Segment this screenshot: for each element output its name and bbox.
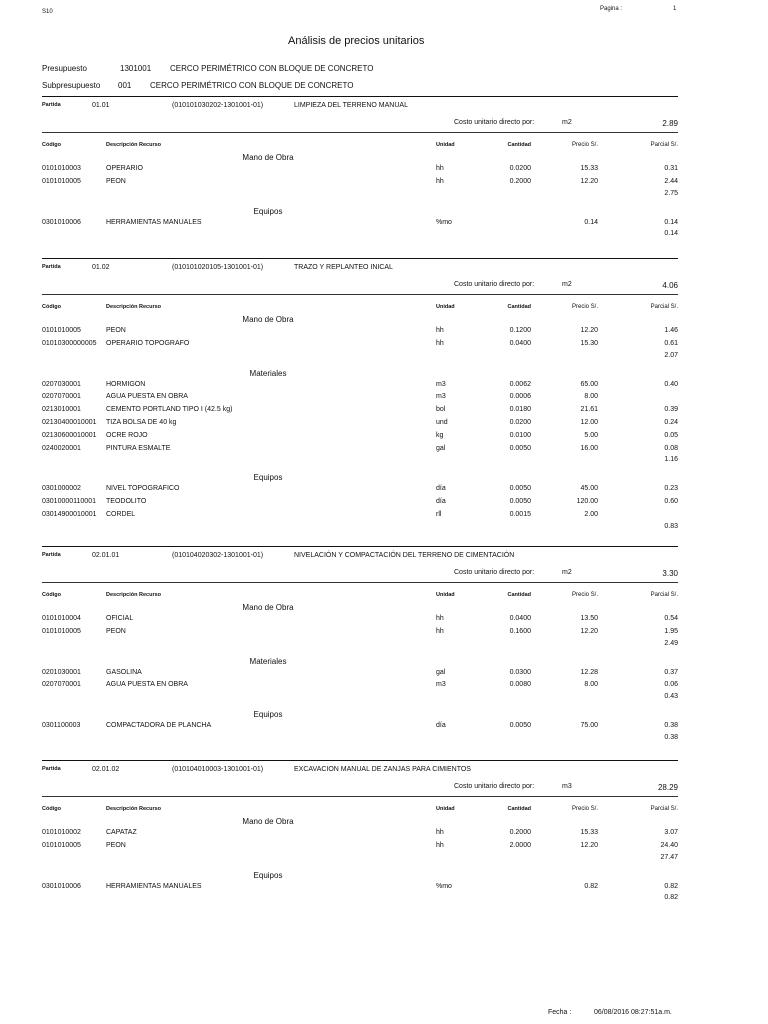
item-price: 5.00 bbox=[584, 431, 598, 439]
presupuesto-name: CERCO PERIMÉTRICO CON BLOQUE DE CONCRETO bbox=[170, 64, 374, 73]
item-qty: 0.0050 bbox=[509, 722, 531, 730]
item-unit: gal bbox=[436, 444, 446, 452]
item-code: 0207030001 bbox=[42, 380, 81, 388]
item-partial: 0.38 bbox=[664, 722, 678, 730]
page-label: Pagina : bbox=[600, 6, 623, 12]
partida-unit: m2 bbox=[562, 119, 572, 126]
col-unidad: Unidad bbox=[436, 304, 455, 310]
item-price: 12.28 bbox=[580, 668, 598, 676]
item-partial: 24.40 bbox=[660, 841, 678, 849]
group-subtotal: 0.38 bbox=[664, 734, 678, 741]
partida-top-rule bbox=[42, 546, 678, 547]
item-desc: PEON bbox=[106, 841, 126, 849]
item-unit: hh bbox=[436, 627, 444, 635]
page-number: 1 bbox=[673, 6, 677, 12]
item-qty: 0.1200 bbox=[509, 327, 531, 334]
item-desc: CAPATAZ bbox=[106, 829, 137, 836]
col-parcial: Parcial S/. bbox=[650, 806, 678, 812]
item-partial: 1.46 bbox=[664, 327, 678, 334]
item-qty: 0.0006 bbox=[509, 393, 531, 401]
item-price: 120.00 bbox=[576, 498, 598, 506]
item-code: 01010300000005 bbox=[42, 339, 97, 347]
item-price: 12.20 bbox=[580, 327, 598, 334]
item-code: 0101010004 bbox=[42, 615, 81, 622]
group-title: Equipos bbox=[253, 870, 283, 880]
partida-cost: 2.89 bbox=[662, 119, 678, 128]
item-qty: 0.2000 bbox=[509, 829, 531, 836]
col-cantidad: Cantidad bbox=[507, 592, 531, 598]
item-code: 0301000002 bbox=[42, 485, 81, 493]
partida-name: NIVELACIÓN Y COMPACTACIÓN DEL TERRENO DE CIMENTACIÓN bbox=[294, 552, 515, 559]
item-unit: gal bbox=[436, 668, 446, 676]
col-descripcion: Descripción Recurso bbox=[106, 304, 162, 310]
group-title: Mano de Obra bbox=[242, 153, 294, 162]
col-cantidad: Cantidad bbox=[507, 806, 531, 812]
item-qty: 0.0050 bbox=[509, 444, 531, 452]
item-unit: rll bbox=[436, 511, 442, 518]
item-qty: 0.1600 bbox=[509, 627, 531, 635]
partida-cost: 3.30 bbox=[662, 569, 678, 578]
group-title: Materiales bbox=[249, 656, 287, 666]
col-precio: Precio S/. bbox=[571, 304, 598, 310]
item-qty: 0.2000 bbox=[509, 177, 531, 185]
item-partial: 0.61 bbox=[664, 339, 678, 347]
partida-name: EXCAVACION MANUAL DE ZANJAS PARA CIMIENTOS bbox=[294, 766, 471, 773]
group-subtotal: 0.83 bbox=[664, 522, 678, 530]
partida-mid-rule bbox=[42, 582, 678, 583]
item-qty: 0.0200 bbox=[509, 419, 531, 426]
partida-top-rule bbox=[42, 760, 678, 761]
group-subtotal: 27.47 bbox=[660, 853, 678, 861]
s10-label: S10 bbox=[42, 9, 53, 15]
item-partial: 0.24 bbox=[664, 419, 678, 426]
col-precio: Precio S/. bbox=[571, 592, 598, 598]
partida-number: 02.01.02 bbox=[92, 766, 120, 773]
item-qty: 0.0300 bbox=[509, 668, 531, 676]
item-qty: 0.0062 bbox=[509, 380, 531, 388]
item-price: 12.00 bbox=[580, 419, 598, 426]
partida-mid-rule bbox=[42, 796, 678, 797]
col-precio: Precio S/. bbox=[571, 142, 598, 148]
item-partial: 0.23 bbox=[664, 485, 678, 493]
item-unit: hh bbox=[436, 829, 444, 836]
item-code: 02130400010001 bbox=[42, 419, 97, 426]
presupuesto-code: 1301001 bbox=[120, 64, 152, 73]
item-qty: 2.0000 bbox=[509, 841, 531, 849]
item-partial: 2.44 bbox=[664, 177, 678, 185]
group-subtotal: 2.49 bbox=[664, 639, 678, 647]
col-descripcion: Descripción Recurso bbox=[106, 142, 162, 148]
item-partial: 0.82 bbox=[664, 882, 678, 890]
partida-name: TRAZO Y REPLANTEO INICAL bbox=[294, 264, 393, 271]
costo-unitario-label: Costo unitario directo por: bbox=[454, 281, 535, 288]
item-desc: OPERARIO TOPOGRAFO bbox=[106, 339, 190, 347]
costo-unitario-label: Costo unitario directo por: bbox=[454, 783, 535, 790]
item-desc: CEMENTO PORTLAND TIPO I (42.5 kg) bbox=[106, 406, 233, 414]
group-subtotal: 0.82 bbox=[664, 894, 678, 902]
item-unit: día bbox=[436, 722, 446, 730]
costo-unitario-label: Costo unitario directo por: bbox=[454, 119, 535, 126]
item-desc: HORMIGON bbox=[106, 380, 146, 388]
item-price: 45.00 bbox=[580, 485, 598, 493]
item-price: 21.61 bbox=[580, 406, 598, 414]
item-unit: bol bbox=[436, 406, 446, 414]
group-subtotal: 2.75 bbox=[664, 189, 678, 197]
item-unit: m3 bbox=[436, 380, 446, 388]
partida-ref: (010101030202-1301001-01) bbox=[172, 102, 264, 109]
item-desc: COMPACTADORA DE PLANCHA bbox=[106, 722, 212, 730]
costo-unitario-label: Costo unitario directo por: bbox=[454, 569, 535, 576]
item-qty: 0.0400 bbox=[509, 339, 531, 347]
item-price: 16.00 bbox=[580, 444, 598, 452]
item-partial: 0.14 bbox=[664, 218, 678, 226]
item-price: 12.20 bbox=[580, 177, 598, 185]
item-unit: hh bbox=[436, 327, 444, 334]
item-code: 03014900010001 bbox=[42, 511, 97, 518]
item-code: 02130600010001 bbox=[42, 431, 97, 439]
item-partial: 0.31 bbox=[664, 165, 678, 172]
item-partial: 0.60 bbox=[664, 498, 678, 506]
col-descripcion: Descripción Recurso bbox=[106, 592, 162, 598]
partida-unit: m2 bbox=[562, 569, 572, 576]
item-partial: 0.37 bbox=[664, 668, 678, 676]
item-desc: GASOLINA bbox=[106, 668, 142, 676]
item-desc: AGUA PUESTA EN OBRA bbox=[106, 393, 188, 401]
col-unidad: Unidad bbox=[436, 592, 455, 598]
item-qty: 0.0100 bbox=[509, 431, 531, 439]
item-price: 15.30 bbox=[580, 339, 598, 347]
fecha-label: Fecha : bbox=[548, 1009, 572, 1016]
group-title: Mano de Obra bbox=[242, 817, 294, 826]
item-code: 03010000110001 bbox=[42, 498, 96, 506]
item-desc: PINTURA ESMALTE bbox=[106, 444, 171, 452]
item-desc: OCRE ROJO bbox=[106, 431, 148, 439]
item-price: 0.14 bbox=[584, 218, 598, 226]
item-price: 75.00 bbox=[580, 722, 598, 730]
partida-ref: (010104010003-1301001-01) bbox=[172, 766, 264, 773]
item-code: 0101010003 bbox=[42, 165, 81, 172]
item-partial: 0.05 bbox=[664, 431, 678, 439]
item-code: 0101010005 bbox=[42, 841, 81, 849]
item-price: 8.00 bbox=[584, 393, 598, 401]
partida-number: 01.01 bbox=[92, 102, 110, 109]
item-unit: m3 bbox=[436, 681, 446, 689]
partida-label: Partida bbox=[42, 102, 61, 108]
item-partial: 0.08 bbox=[664, 444, 678, 452]
item-unit: und bbox=[436, 419, 448, 426]
item-code: 0201030001 bbox=[42, 668, 81, 676]
item-qty: 0.0200 bbox=[509, 165, 531, 172]
item-desc: AGUA PUESTA EN OBRA bbox=[106, 681, 188, 689]
item-price: 12.20 bbox=[580, 627, 598, 635]
item-code: 0301010006 bbox=[42, 218, 81, 226]
col-parcial: Parcial S/. bbox=[650, 592, 678, 598]
item-unit: hh bbox=[436, 165, 444, 172]
item-desc: HERRAMIENTAS MANUALES bbox=[106, 882, 202, 890]
item-price: 15.33 bbox=[580, 165, 598, 172]
item-code: 0301010006 bbox=[42, 882, 81, 890]
item-qty: 0.0080 bbox=[509, 681, 531, 689]
item-qty: 0.0050 bbox=[509, 498, 531, 506]
item-code: 0101010005 bbox=[42, 177, 81, 185]
group-subtotal: 2.07 bbox=[664, 351, 678, 359]
item-unit: kg bbox=[436, 431, 444, 439]
item-desc: OFICIAL bbox=[106, 615, 134, 622]
partida-cost: 4.06 bbox=[662, 281, 678, 290]
group-title: Equipos bbox=[253, 710, 283, 720]
item-unit: %mo bbox=[436, 218, 452, 226]
item-unit: hh bbox=[436, 177, 444, 185]
item-partial: 3.07 bbox=[664, 829, 678, 836]
item-desc: NIVEL TOPOGRAFICO bbox=[106, 485, 180, 493]
item-partial: 0.39 bbox=[664, 406, 678, 414]
item-qty: 0.0400 bbox=[509, 615, 531, 622]
partida-top-rule bbox=[42, 96, 678, 97]
partida-top-rule bbox=[42, 258, 678, 259]
item-code: 0101010002 bbox=[42, 829, 81, 836]
col-precio: Precio S/. bbox=[571, 806, 598, 812]
partida-ref: (010101020105-1301001-01) bbox=[172, 264, 264, 271]
item-code: 0101010005 bbox=[42, 327, 81, 334]
item-qty: 0.0180 bbox=[509, 406, 531, 414]
item-partial: 0.40 bbox=[664, 380, 678, 388]
col-codigo: Código bbox=[42, 806, 61, 812]
col-unidad: Unidad bbox=[436, 142, 455, 148]
item-price: 0.82 bbox=[584, 882, 598, 890]
group-title: Materiales bbox=[249, 368, 287, 378]
col-cantidad: Cantidad bbox=[507, 304, 531, 310]
item-code: 0213010001 bbox=[42, 406, 81, 414]
subpresupuesto-name: CERCO PERIMÉTRICO CON BLOQUE DE CONCRETO bbox=[150, 81, 354, 90]
item-unit: hh bbox=[436, 339, 444, 347]
page-title: Análisis de precios unitarios bbox=[288, 35, 425, 47]
item-desc: CORDEL bbox=[106, 511, 136, 518]
col-codigo: Código bbox=[42, 592, 61, 598]
item-qty: 0.0015 bbox=[509, 511, 531, 518]
item-price: 15.33 bbox=[580, 829, 598, 836]
item-code: 0101010005 bbox=[42, 627, 81, 635]
item-code: 0240020001 bbox=[42, 444, 81, 452]
item-code: 0207070001 bbox=[42, 393, 81, 401]
col-descripcion: Descripción Recurso bbox=[106, 806, 162, 812]
item-price: 2.00 bbox=[584, 511, 598, 518]
col-cantidad: Cantidad bbox=[507, 142, 531, 148]
item-desc: OPERARIO bbox=[106, 165, 143, 172]
partida-number: 01.02 bbox=[92, 264, 110, 271]
partida-ref: (010104020302-1301001-01) bbox=[172, 552, 264, 559]
group-title: Mano de Obra bbox=[242, 315, 294, 324]
item-price: 65.00 bbox=[580, 380, 598, 388]
partida-label: Partida bbox=[42, 766, 61, 772]
fecha-value: 06/08/2016 08:27:51a.m. bbox=[594, 1009, 672, 1016]
group-title: Mano de Obra bbox=[242, 603, 294, 612]
partida-name: LIMPIEZA DEL TERRENO MANUAL bbox=[294, 102, 408, 109]
item-price: 12.20 bbox=[580, 841, 598, 849]
item-unit: %mo bbox=[436, 882, 452, 890]
item-desc: PEON bbox=[106, 177, 126, 185]
group-subtotal: 0.43 bbox=[664, 693, 678, 701]
item-code: 0301100003 bbox=[42, 722, 81, 730]
item-price: 8.00 bbox=[584, 681, 598, 689]
item-qty: 0.0050 bbox=[509, 485, 531, 493]
partida-unit: m3 bbox=[562, 783, 572, 790]
item-unit: día bbox=[436, 485, 446, 493]
partida-label: Partida bbox=[42, 552, 61, 558]
subpresupuesto-code: 001 bbox=[118, 81, 132, 90]
partida-mid-rule bbox=[42, 132, 678, 133]
partida-label: Partida bbox=[42, 264, 61, 270]
partida-unit: m2 bbox=[562, 281, 572, 288]
partida-number: 02.01.01 bbox=[92, 552, 120, 559]
group-title: Equipos bbox=[253, 473, 283, 483]
item-desc: HERRAMIENTAS MANUALES bbox=[106, 218, 202, 226]
item-price: 13.50 bbox=[580, 615, 598, 622]
item-desc: TIZA BOLSA DE 40 kg bbox=[106, 419, 177, 426]
item-code: 0207070001 bbox=[42, 681, 81, 689]
col-codigo: Código bbox=[42, 304, 61, 310]
item-unit: día bbox=[436, 498, 446, 506]
group-subtotal: 0.14 bbox=[664, 230, 678, 238]
item-unit: hh bbox=[436, 615, 444, 622]
partida-mid-rule bbox=[42, 294, 678, 295]
group-subtotal: 1.16 bbox=[664, 456, 678, 464]
col-codigo: Código bbox=[42, 142, 61, 148]
item-desc: TEODOLITO bbox=[106, 498, 147, 506]
subpresupuesto-label: Subpresupuesto bbox=[42, 81, 101, 90]
item-partial: 1.95 bbox=[664, 627, 678, 635]
col-parcial: Parcial S/. bbox=[650, 142, 678, 148]
group-title: Equipos bbox=[253, 206, 283, 216]
partida-cost: 28.29 bbox=[657, 783, 678, 792]
item-unit: hh bbox=[436, 841, 444, 849]
item-desc: PEON bbox=[106, 327, 126, 334]
item-desc: PEON bbox=[106, 627, 126, 635]
item-partial: 0.54 bbox=[664, 615, 678, 622]
col-unidad: Unidad bbox=[436, 806, 455, 812]
item-unit: m3 bbox=[436, 393, 446, 401]
presupuesto-label: Presupuesto bbox=[42, 64, 87, 73]
item-partial: 0.06 bbox=[664, 681, 678, 689]
col-parcial: Parcial S/. bbox=[650, 304, 678, 310]
